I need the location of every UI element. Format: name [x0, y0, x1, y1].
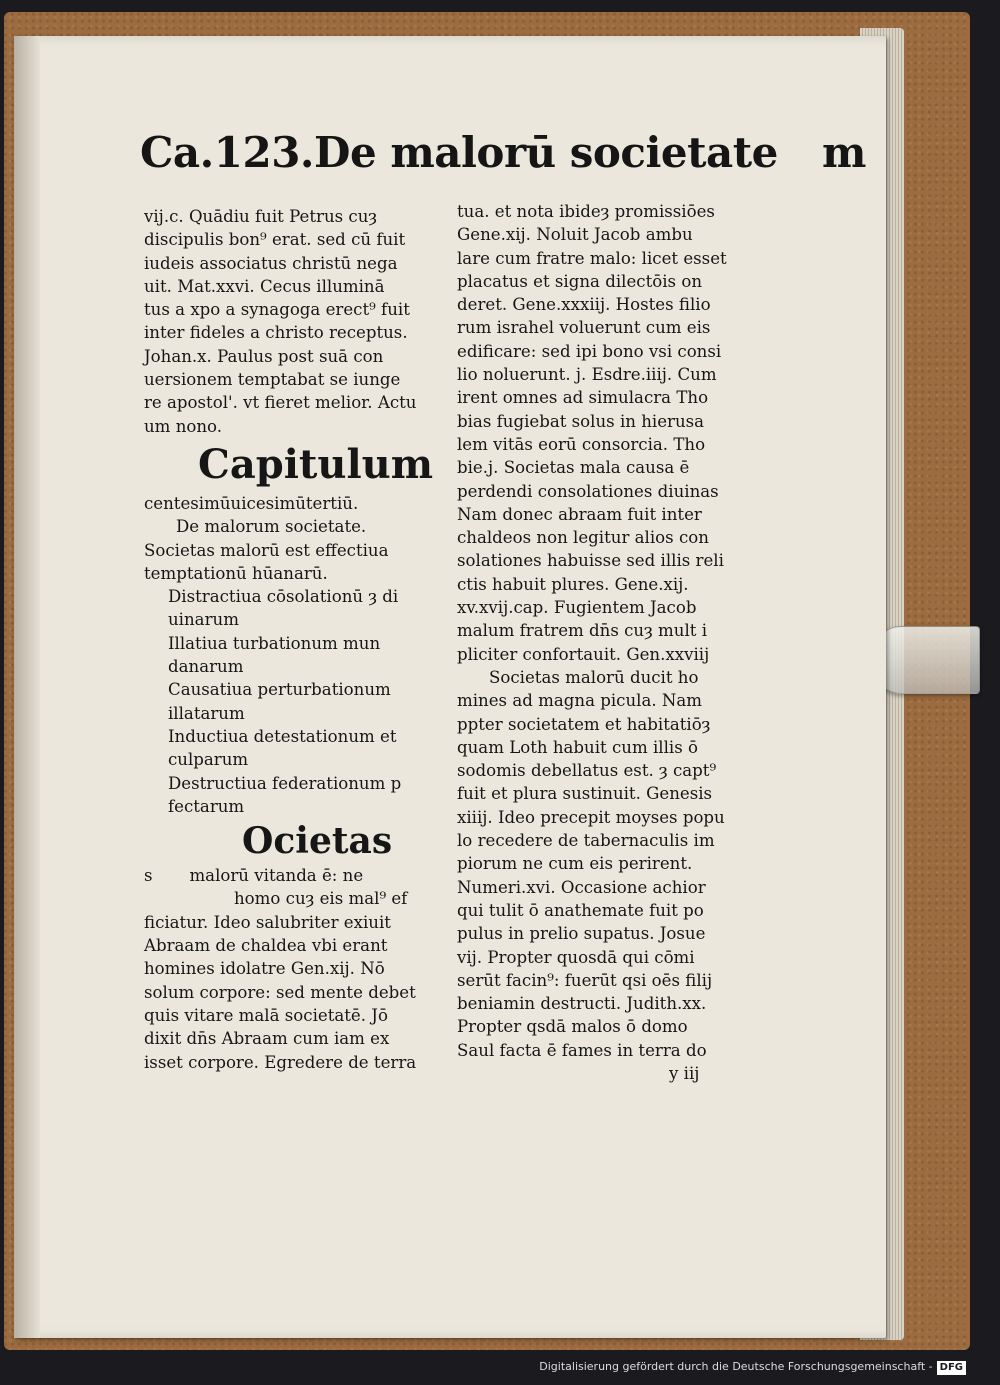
text-line: perdendi consolationes diuinas — [457, 481, 719, 501]
dfg-logo: DFG — [937, 1361, 966, 1375]
text-line: solum corpore: sed mente debet — [144, 982, 416, 1002]
running-header — [140, 128, 866, 192]
text-line: tua. et nota ibideȝ promissiōes — [457, 202, 715, 221]
outline-line: fectarum — [168, 796, 245, 816]
text-line: bie.j. Societas mala causa ē — [457, 458, 690, 478]
text-line: xv.xvij.cap. Fugientem Jacob — [457, 598, 697, 618]
text-line: lo recedere de tabernaculis im — [457, 831, 715, 851]
outline-line: Causatiua perturbationum — [168, 680, 391, 700]
text-line: Abraam de chaldea vbi erant — [144, 936, 388, 956]
text-line: Numeri.xvi. Occasione achior — [457, 877, 706, 897]
digitization-credit — [539, 1360, 966, 1375]
credit-text: Digitalisierung gefördert durch die Deutsche Forschungsgemeinschaft - — [539, 1360, 933, 1373]
folio-mark: m — [822, 128, 866, 177]
header-title: Ca.123.De malorū societate — [140, 128, 778, 177]
text-line: deret. Gene.xxxiij. Hostes filio — [457, 295, 711, 315]
text-line: inter fideles a christo receptus. — [144, 323, 408, 343]
chapter-subheading: centesimūuicesimūtertiū. — [144, 493, 359, 513]
right-column — [457, 200, 745, 1085]
text-line: discipulis bon⁹ erat. sed cū fuit — [144, 230, 406, 250]
outline-line: culparum — [168, 750, 249, 770]
signature-mark: y iij — [669, 1063, 700, 1083]
text-line: uit. Mat.xxvi. Cecus illuminā — [144, 276, 385, 296]
text-line: uersionem temptabat se iunge — [144, 370, 401, 390]
text-line: piorum ne cum eis perirent. — [457, 854, 693, 874]
outline-line: Societas malorū est effectiua — [144, 540, 389, 560]
text-line: tus a xpo a synagoga erect⁹ fuit — [144, 300, 410, 320]
text-line: Gene.xij. Noluit Jacob ambu — [457, 225, 693, 245]
text-line: Saul facta ē fames in terra do — [457, 1040, 707, 1060]
text-line: pliciter confortauit. Gen.xxviij — [457, 644, 710, 664]
text-line: edificare: sed ipi bono vsi consi — [457, 341, 722, 361]
outline-line: illatarum — [168, 703, 245, 723]
text-line: lio noluerunt. j. Esdre.iiij. Cum — [457, 365, 717, 385]
left-column — [144, 205, 434, 1074]
page-gutter — [14, 36, 40, 1338]
text-line: ficiatur. Ideo salubriter exiuit — [144, 912, 391, 932]
outline-line: Distractiua cōsolationū ȝ di — [168, 587, 399, 607]
text-line: serūt facin⁹: fuerūt qsi oēs filij — [457, 970, 713, 990]
text-line: ctis habuit plures. Gene.xij. — [457, 574, 689, 594]
text-line: xiiij. Ideo precepit moyses popu — [457, 807, 725, 827]
text-line: Johan.x. Paulus post suā con — [144, 346, 384, 366]
text-line: pulus in prelio supatus. Josue — [457, 924, 706, 944]
outline-line: Inductiua detestationum et — [168, 726, 397, 746]
text-line: qui tulit ō anathemate fuit po — [457, 900, 704, 920]
text-line: rum israhel voluerunt cum eis — [457, 318, 711, 338]
text-line: iudeis associatus christū nega — [144, 253, 398, 273]
text-line: lare cum fratre malo: licet esset — [457, 248, 727, 268]
text-line: mines ad magna picula. Nam — [457, 691, 703, 711]
initial-word: Ocietas — [242, 820, 393, 863]
text-line: solationes habuisse sed illis reli — [457, 551, 724, 571]
text-line: dixit dn̄s Abraam cum iam ex — [144, 1029, 390, 1049]
text-line: homines idolatre Gen.xij. Nō — [144, 959, 385, 979]
text-line: beniamin destructi. Judith.xx. — [457, 994, 707, 1014]
outline-line: danarum — [168, 657, 244, 677]
text-line: re apostol'. vt fieret melior. Actu — [144, 393, 417, 413]
text-line: ppter societatem et habitatiōȝ — [457, 714, 711, 734]
text-line: irent omnes ad simulacra Tho — [457, 388, 709, 408]
chapter-subheading: De malorum societate. — [176, 517, 367, 537]
text-line: sodomis debellatus est. ȝ capt⁹ — [457, 761, 717, 781]
outline-line: Illatiua turbationum mun — [168, 633, 381, 653]
text-line: um nono. — [144, 416, 223, 436]
text-line: bias fugiebat solus in hierusa — [457, 411, 705, 431]
text-line: homo cuȝ eis mal⁹ ef — [234, 889, 408, 909]
text-line: malum fratrem dn̄s cuȝ mult i — [457, 621, 708, 641]
text-line: Propter qsdā malos ō domo — [457, 1017, 688, 1037]
text-line: lem vitās eorū consorcia. Tho — [457, 434, 706, 454]
text-line: fuit et plura sustinuit. Genesis — [457, 784, 713, 804]
outline-line: Destructiua federationum p — [168, 773, 402, 793]
text-line: quam Loth habuit cum illis ō — [457, 737, 698, 757]
text-line: chaldeos non legitur alios con — [457, 528, 709, 548]
chapter-heading: Capitulum — [198, 440, 434, 488]
text-line: s malorū vitanda ē: ne — [144, 866, 364, 886]
text-line: Nam donec abraam fuit inter — [457, 504, 702, 524]
outline-line: uinarum — [168, 610, 239, 630]
text-line: Societas malorū ducit ho — [489, 667, 699, 687]
text-line: placatus et signa dilectōis on — [457, 271, 703, 291]
text-line: vij.c. Quādiu fuit Petrus cuȝ — [144, 207, 378, 226]
outline-line: temptationū hūanarū. — [144, 563, 328, 583]
text-line: quis vitare malā societatē. Jō — [144, 1005, 388, 1025]
text-line: isset corpore. Egredere de terra — [144, 1052, 417, 1072]
text-line: vij. Propter quosdā qui cōmi — [457, 947, 695, 967]
